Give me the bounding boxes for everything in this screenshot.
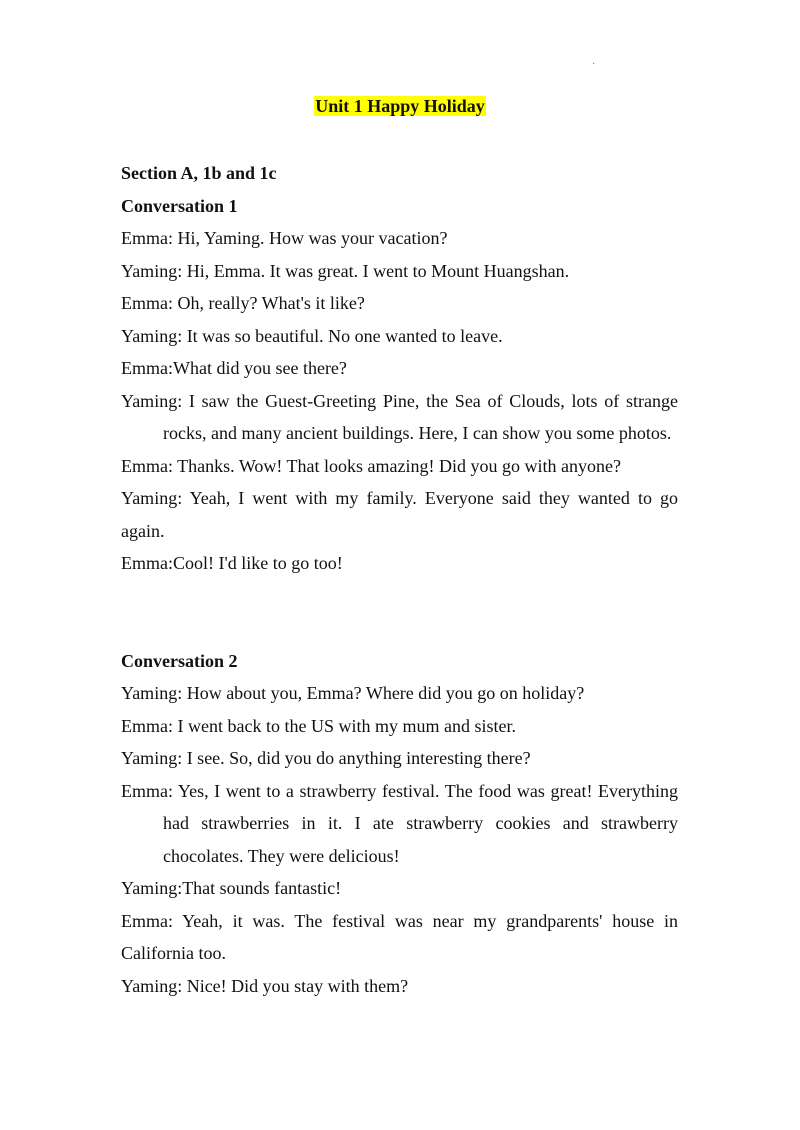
dialogue-line: Yaming: I see. So, did you do anything interesting there?: [121, 748, 531, 768]
title-row: [0, 92, 800, 120]
dialogue-line: Emma:Cool! I'd like to go too!: [121, 553, 343, 573]
dialogue-line: Yaming: I saw the Guest-Greeting Pine, the Sea of Clouds, lots of strange rocks, and many ancient buildings. Here, I can show you some photos.: [121, 390, 678, 443]
dialogue-line: Emma: Thanks. Wow! That looks amazing! Did you go with anyone?: [121, 455, 621, 476]
dialogue-line: Yaming: Yeah, I went with my family. Everyone said they wanted to go again.: [121, 488, 678, 541]
dialogue-line: Yaming:That sounds fantastic!: [121, 878, 342, 898]
section-heading: Section A, 1b and 1c: [121, 163, 277, 183]
dialogue-line: Emma: Hi, Yaming. How was your vacation?: [121, 228, 448, 248]
dialogue-line: Emma:What did you see there?: [121, 358, 347, 378]
dialogue-line: Yaming: Hi, Emma. It was great. I went to Mount Huangshan.: [121, 260, 570, 281]
dialogue-line: Emma: Yes, I went to a strawberry festival. The food was great! Everything had strawberries in it. I ate strawberry cookies and strawberry chocolates. They were delicious!: [121, 780, 678, 866]
dialogue-line: Yaming: Nice! Did you stay with them?: [121, 975, 409, 996]
conversation-1-heading: Conversation 1: [121, 195, 238, 216]
dialogue-line: Emma: Yeah, it was. The festival was near my grandparents' house in California too.: [121, 910, 678, 963]
page-mark: ·: [592, 59, 596, 70]
page-title: Unit 1 Happy Holiday: [315, 96, 485, 116]
conversation-2-heading: Conversation 2: [121, 650, 238, 671]
dialogue-line: Yaming: It was so beautiful. No one wanted to leave.: [121, 325, 503, 346]
document-body: [121, 157, 678, 1002]
dialogue-line: Emma: Oh, really? What's it like?: [121, 293, 365, 313]
dialogue-line: Yaming: How about you, Emma? Where did you go on holiday?: [121, 683, 585, 703]
dialogue-line: Emma: I went back to the US with my mum and sister.: [121, 715, 516, 736]
spacer: [121, 580, 678, 645]
